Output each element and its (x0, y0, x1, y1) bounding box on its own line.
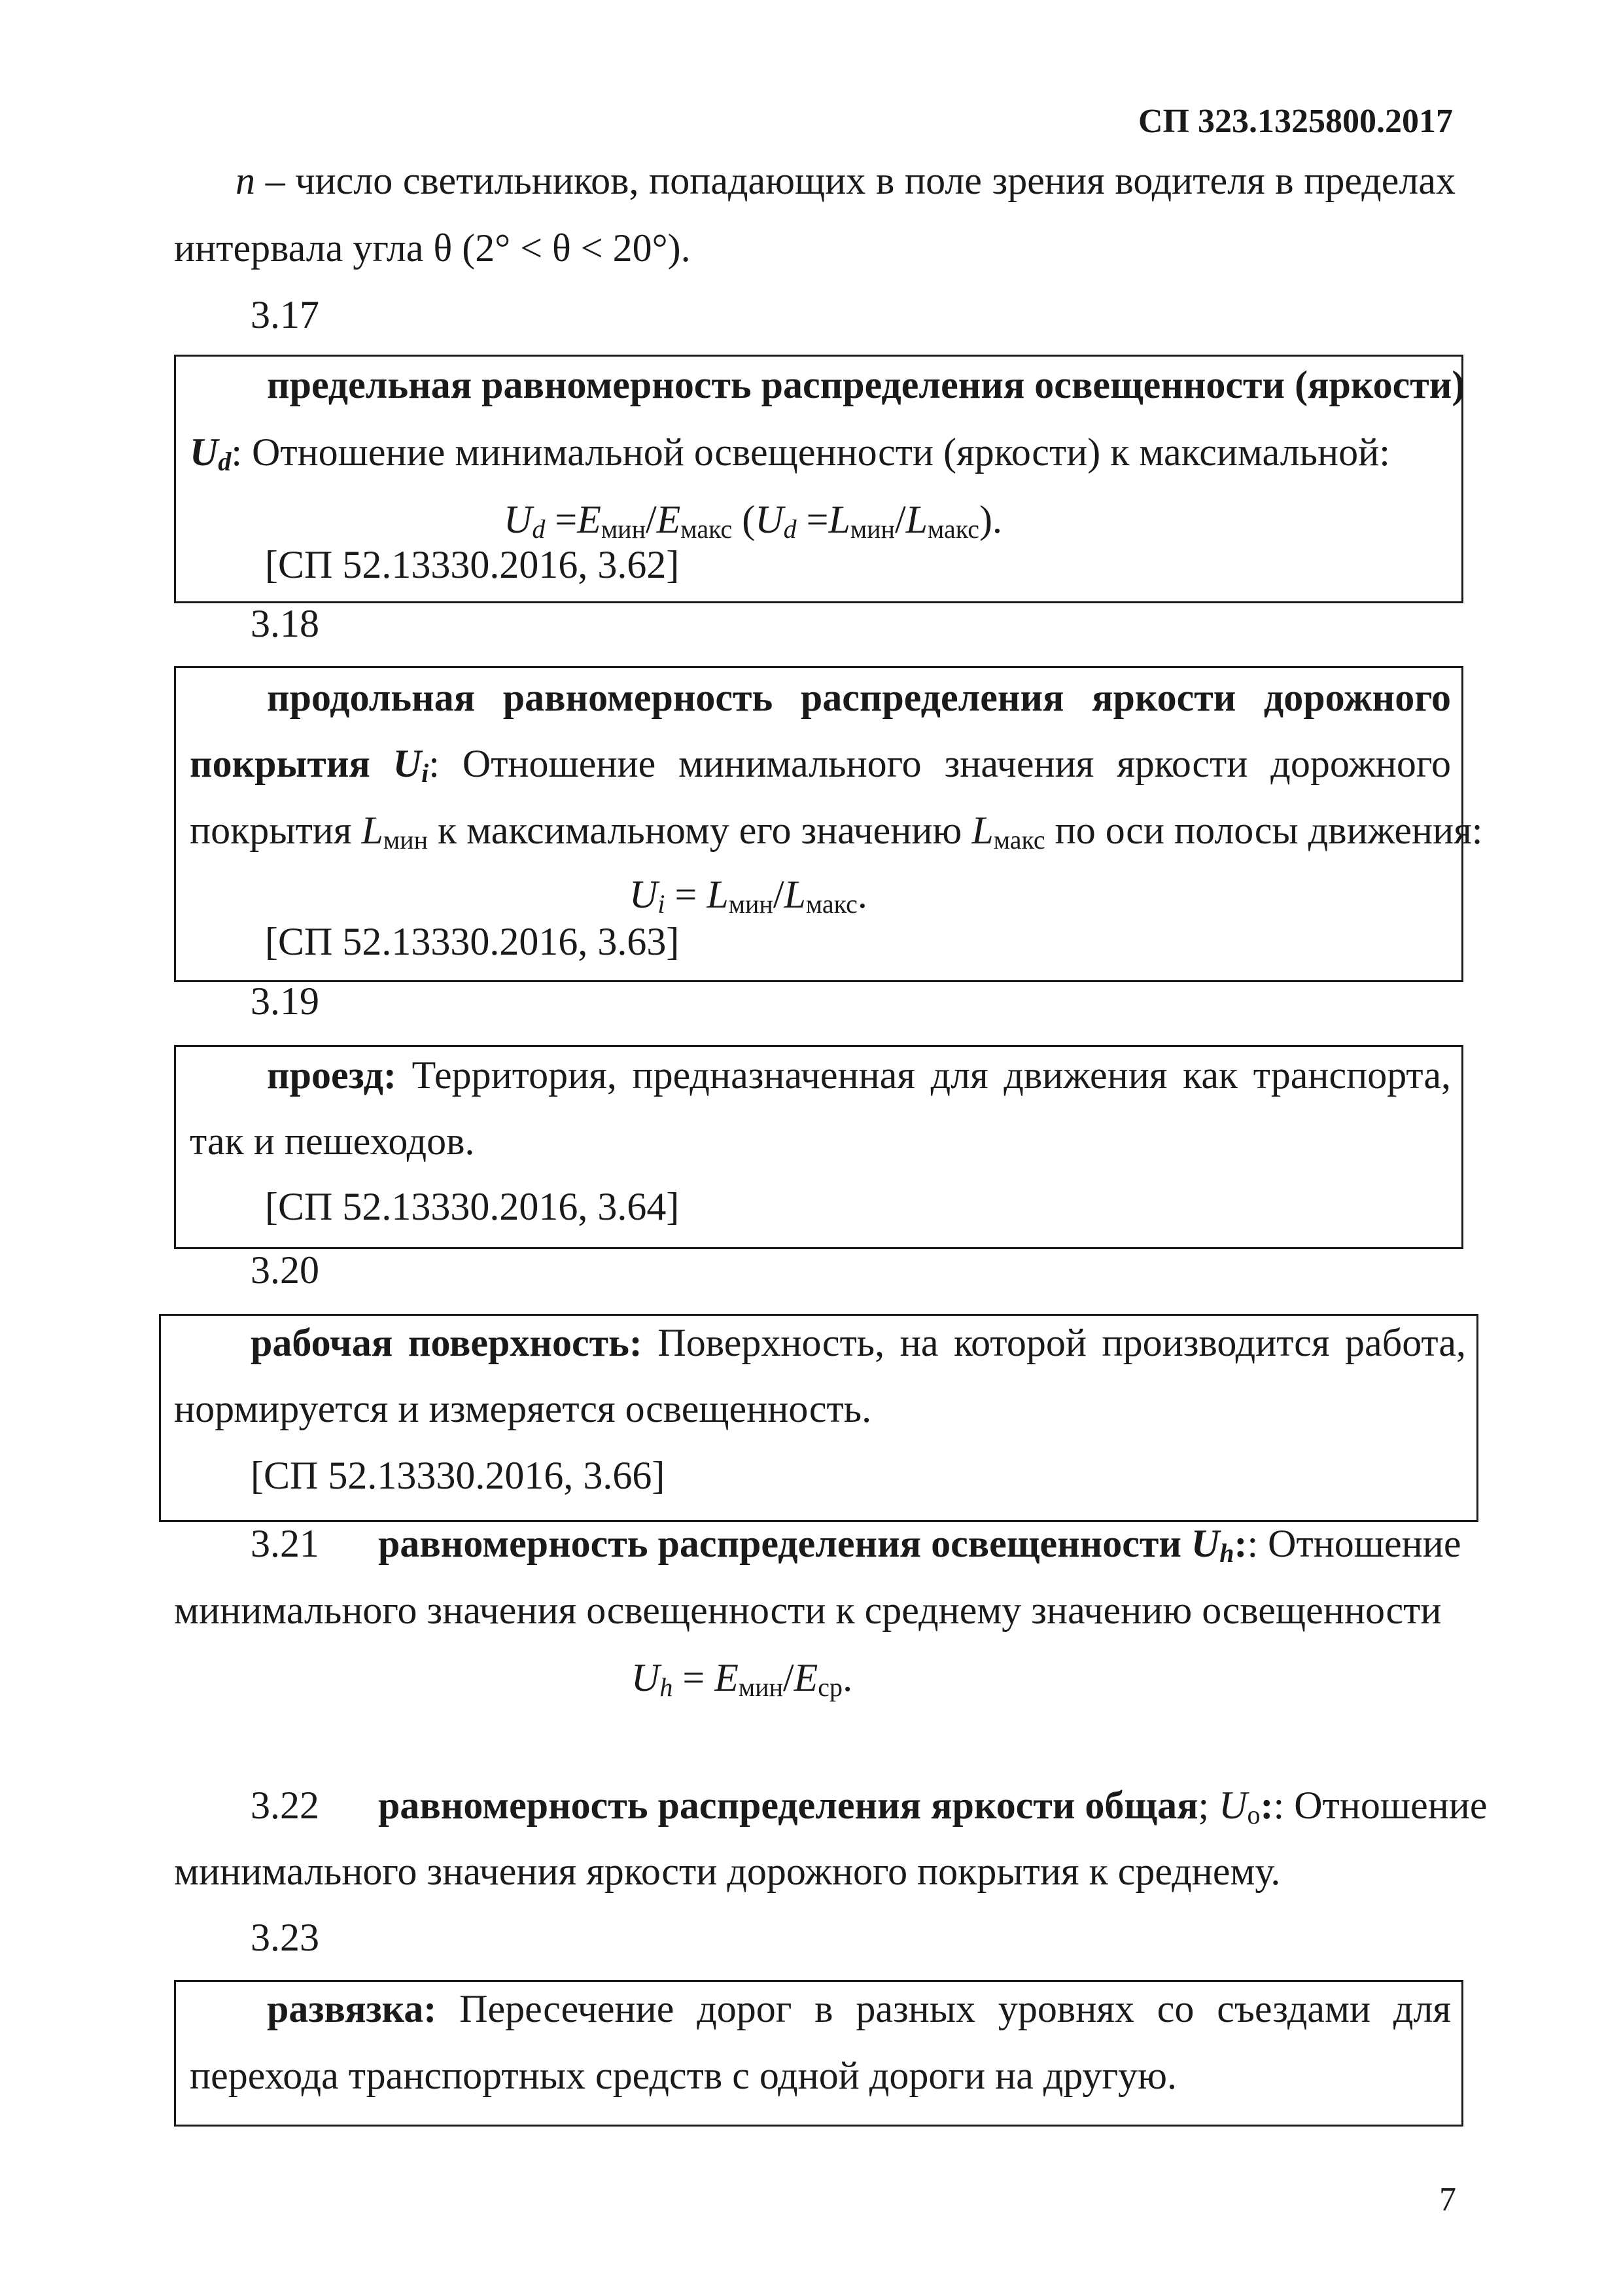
definition-3-19-line-1: проезд: Территория, предназначенная для движения как транспорта, (267, 1053, 1451, 1097)
reference-3-17: [СП 52.13330.2016, 3.62] (265, 543, 680, 586)
definition-3-21-line-2: минимального значения освещенности к среднему значению освещенности (174, 1589, 1442, 1632)
definition-3-19-line-2: так и пешеходов. (190, 1120, 475, 1163)
definition-3-23-line-2: перехода транспортных средств с одной дороги на другую. (190, 2054, 1177, 2097)
reference-3-18: [СП 52.13330.2016, 3.63] (265, 920, 680, 963)
term-3-18-line-1: продольная равномерность распределения яркости дорожного (267, 676, 1451, 719)
formula-3-17: $U_d =E_{мин}/E_{макс}$ $(U_d =L_{мин}/L_{макс})$. (504, 498, 1002, 544)
definition-3-22-line-2: минимального значения яркости дорожного покрытия к среднему. (174, 1850, 1281, 1893)
term-3-17: предельная равномерность распределения освещенности (яркости) (267, 363, 1465, 406)
item-number-3-18: 3.18 (251, 602, 319, 645)
item-number-3-19: 3.19 (251, 980, 319, 1023)
item-number-3-23: 3.23 (251, 1916, 319, 1959)
formula-3-21: $U_h = E_{мин}/E_{ср}$. (631, 1656, 853, 1702)
reference-3-20: [СП 52.13330.2016, 3.66] (251, 1454, 665, 1497)
definition-3-23-line-1: развязка: Пересечение дорог в разных уровнях со съездами для (267, 1987, 1451, 2030)
intro-variable: n (236, 159, 255, 202)
definition-3-18-line-1: покрытия $U_i$: Отношение минимального значения яркости дорожного (190, 742, 1451, 788)
document-code: СП 323.1325800.2017 (1138, 103, 1453, 140)
page-number: 7 (1439, 2181, 1456, 2218)
definition-3-20-line-1: рабочая поверхность: Поверхность, на которой производится работа, (251, 1321, 1467, 1364)
definition-3-22-line-1: 3.22 равномерность распределения яркости общая; $U_o$:: Отношение (251, 1784, 1488, 1829)
intro-line-1: n – число светильников, попадающих в поле зрения водителя в пределах (236, 159, 1456, 202)
reference-3-19: [СП 52.13330.2016, 3.64] (265, 1185, 680, 1228)
intro-line-2: интервала угла θ (2° < θ < 20°). (174, 226, 691, 270)
formula-3-18: $U_i = L_{мин}/L_{макс}$. (629, 873, 867, 919)
definition-3-18-line-2: покрытия $L_{мин}$ к максимальному его значению $L_{макс}$ по оси полосы движения: (190, 809, 1483, 855)
definition-3-21-line-1: 3.21 равномерность распределения освещенности $U_h$:: Отношение (251, 1522, 1461, 1568)
definition-3-20-line-2: нормируется и измеряется освещенность. (174, 1387, 872, 1430)
item-number-3-20: 3.20 (251, 1248, 319, 1292)
definition-3-17: $U_d$: Отношение минимальной освещенности (яркости) к максимальной: (190, 431, 1390, 476)
item-number-3-17: 3.17 (251, 293, 319, 336)
